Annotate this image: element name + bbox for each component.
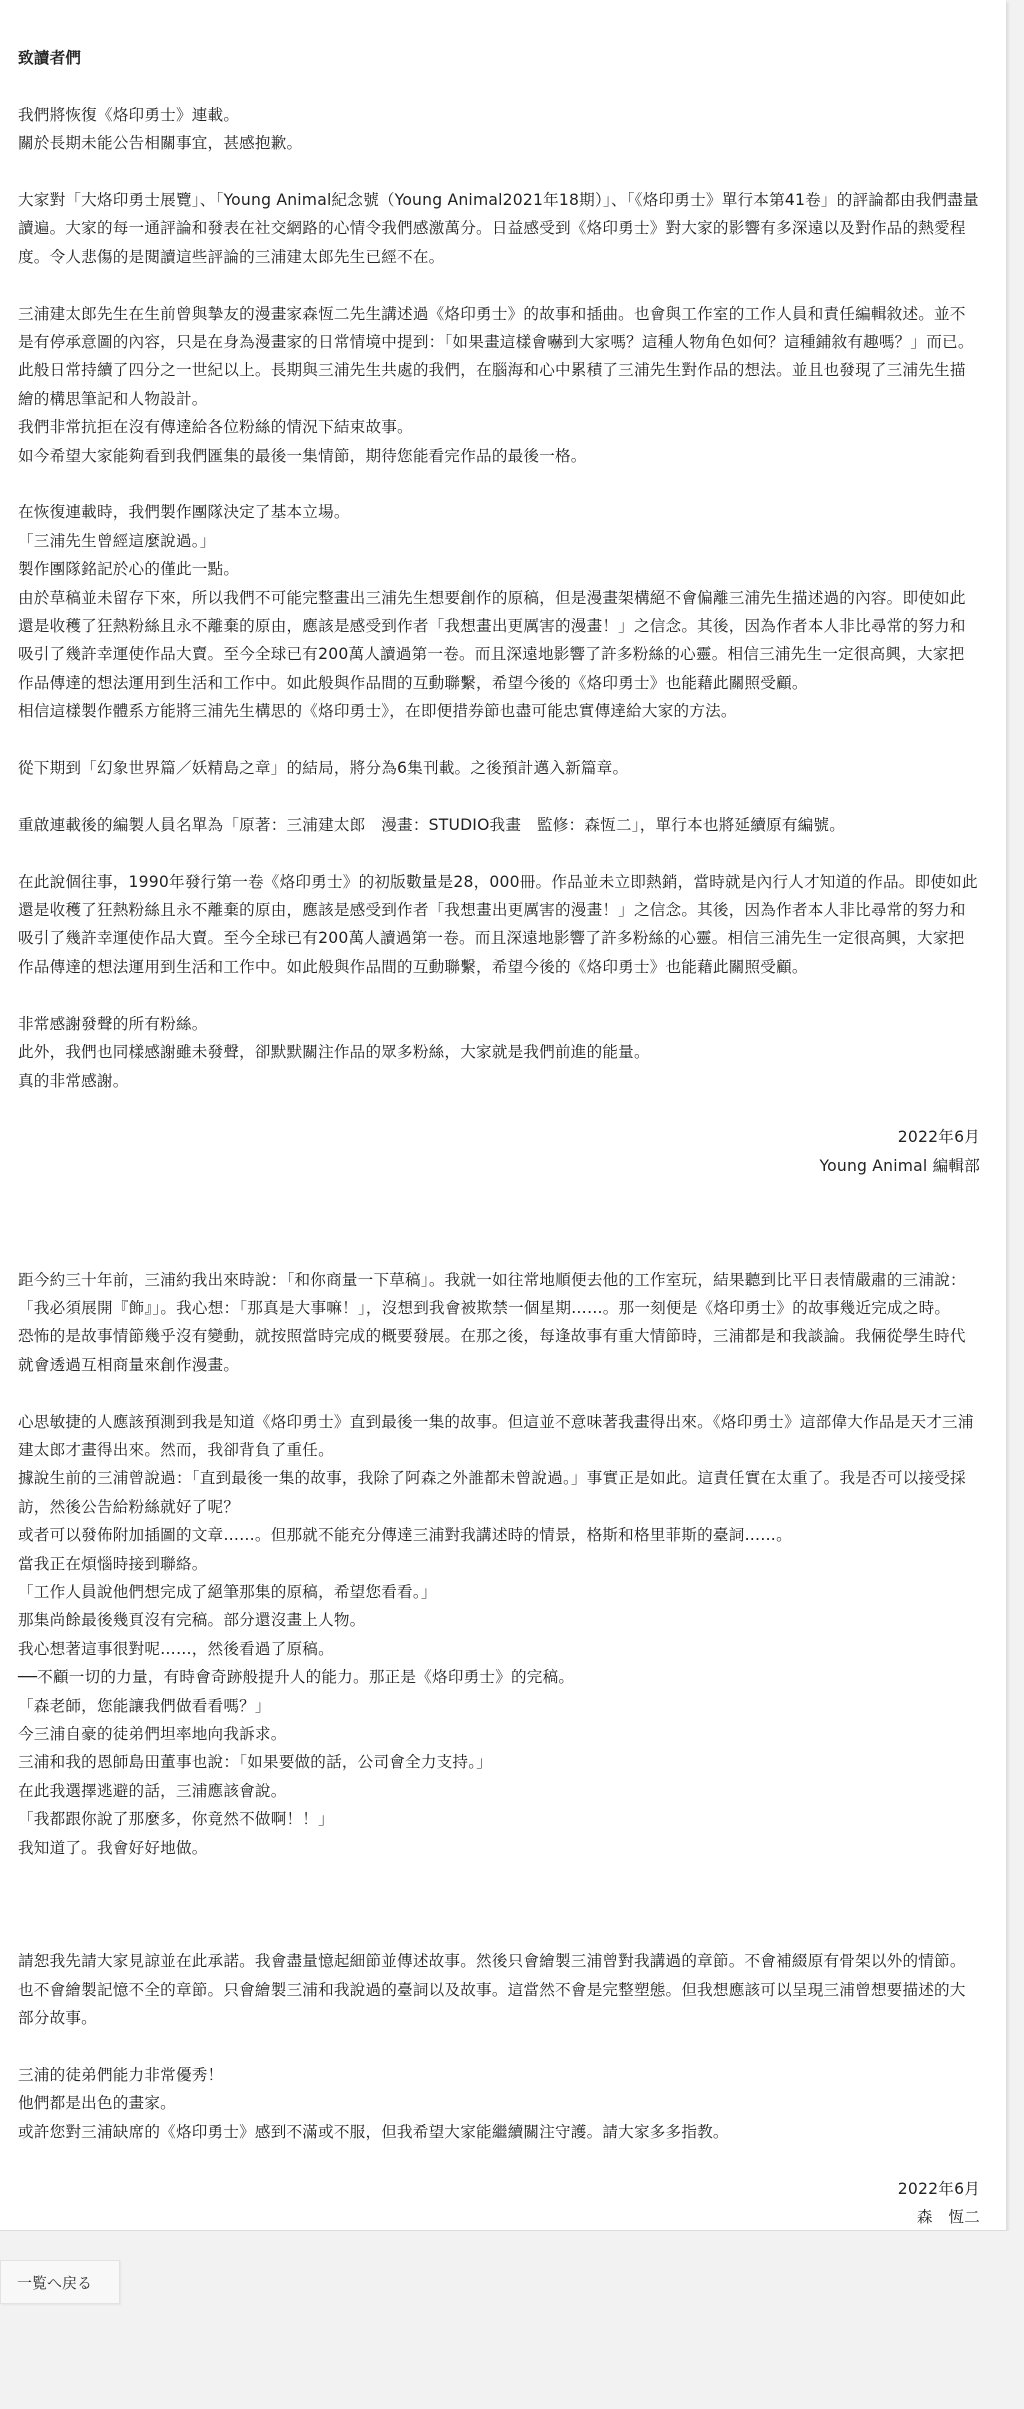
text-line: 此般日常持續了四分之一世紀以上。長期與三浦先生共處的我們，在腦海和心中累積了三浦先生對作品的想法。並且也發現了三浦先生描繪的構思筆記和人物設計。: [18, 361, 966, 408]
text-line: 相信這樣製作體系方能將三浦先生構思的《烙印勇士》，在即便措券節也盡可能忠實傳達給大家的方法。: [18, 702, 737, 721]
text-line: 三浦的徒弟們能力非常優秀！: [18, 2066, 224, 2085]
paragraph: [18, 1010, 980, 1095]
text-line: 「我都跟你說了那麼多，你竟然不做啊！！」: [18, 1810, 334, 1829]
text-line: 那集尚餘最後幾頁沒有完稿。部分還沒畫上人物。: [18, 1611, 366, 1630]
text-line: 關於長期未能公告相關事宜，甚感抱歉。: [18, 134, 303, 153]
text-line: 我們將恢復《烙印勇士》連載。: [18, 105, 240, 124]
text-line: 我們非常抗拒在沒有傳達給各位粉絲的情況下結束故事。: [18, 418, 413, 437]
text-line: 在此我選擇逃避的話，三浦應該會說。: [18, 1781, 287, 1800]
text-line: 他們都是出色的畫家。: [18, 2094, 176, 2113]
text-line: 如今希望大家能夠看到我們匯集的最後一集情節，期待您能看完作品的最後一格。: [18, 446, 587, 465]
text-line: 「三浦先生曾經這麼說過。」: [18, 531, 216, 550]
text-line: 當我正在煩惱時接到聯絡。: [18, 1554, 208, 1573]
paragraph: [18, 1266, 980, 1380]
footer-background: [0, 2231, 1024, 2241]
text-line: 我知道了。我會好好地做。: [18, 1838, 208, 1857]
text-line: 大家對「大烙印勇士展覽」、「Young Animal紀念號（Young Animal2021年18期）」、「《烙印勇士》單行本第41卷」的評論都由我們盡量讀遍。大家的每一通評論和發表在社交網路的心情令我們感激萬分。日益感受到《烙印勇士》對大家的影響有多深遠以及對作品的熱愛程度。令人悲傷的是閱讀這些評論的三浦建太郎先生已經不在。: [18, 191, 979, 266]
section-spacer: [18, 1890, 980, 1947]
text-line: 據說生前的三浦曾說過：「直到最後一集的故事，我除了阿森之外誰都未曾說過。」事實正是如此。這責任實在太重了。我是否可以接受採訪，然後公告給粉絲就好了呢？: [18, 1469, 966, 1516]
text-line: 製作團隊銘記於心的僅此一點。: [18, 560, 240, 579]
paragraph: [18, 754, 980, 782]
paragraph: [18, 101, 980, 158]
signature: [18, 1123, 980, 1180]
text-line: 或者可以發佈附加插圖的文章……。但那就不能充分傳達三浦對我講述時的情景，格斯和格里菲斯的臺詞……。: [18, 1526, 792, 1545]
text-line: 或許您對三浦缺席的《烙印勇士》感到不滿或不服，但我希望大家能繼續關注守護。請大家多多指教。: [18, 2122, 729, 2141]
text-line: 「森老師，您能讓我們做看看嗎？」: [18, 1696, 271, 1715]
text-line: 在恢復連載時，我們製作團隊決定了基本立場。: [18, 503, 350, 522]
text-line: 請恕我先請大家見諒並在此承諾。我會盡量憶起細節並傳述故事。然後只會繪製三浦曾對我講過的章節。不會補綴原有骨架以外的情節。也不會繪製記憶不全的章節。只會繪製三浦和我說過的臺詞以及故事。這當然不會是完整塑態。但我想應該可以呈現三浦曾想要描述的大部分故事。: [18, 1952, 966, 2028]
text-line: 從下期到「幻象世界篇／妖精島之章」的結局，將分為6集刊載。之後預計邁入新篇章。: [18, 759, 629, 778]
signature-date: 2022年6月: [897, 2179, 980, 2198]
paragraph: [18, 2061, 980, 2146]
text-line: 恐怖的是故事情節幾乎沒有變動，就按照當時完成的概要發展。在那之後，每逢故事有重大情節時，三浦都是和我談論。我倆從學生時代就會透過互相商量來創作漫畫。: [18, 1327, 966, 1374]
text-line: 三浦建太郎先生在生前曾與摯友的漫畫家森恆二先生講述過《烙印勇士》的故事和插曲。也會與工作室的工作人員和責任編輯敘述。並不是有停承意圖的內容，只是在身為漫畫家的日常情境中提到：「如果畫這樣會嚇到大家嗎？這種人物角色如何？這種鋪敘有趣嗎？」而已。: [18, 304, 974, 352]
paragraph: [18, 498, 980, 725]
paragraph: [18, 811, 980, 839]
text-line: 此外，我們也同樣感謝雖未發聲，卻默默關注作品的眾多粉絲，大家就是我們前進的能量。: [18, 1043, 650, 1062]
signature-date: 2022年6月: [897, 1128, 980, 1147]
article-heading: 致讀者們: [18, 49, 82, 67]
paragraph: [18, 1947, 980, 2032]
text-line: 由於草稿並未留存下來，所以我們不可能完整畫出三浦先生想要創作的原稿，但是漫畫架構絕不會偏離三浦先生描述過的內容。即使如此還是收穫了狂熱粉絲且永不離棄的原由，應該是感受到作者「我想畫出更厲害的漫畫！」之信念。其後，因為作者本人非比尋常的努力和吸引了幾許幸運使作品大賣。至今全球已有200萬人讀過第一卷。而且深遠地影響了許多粉絲的心靈。相信三浦先生一定很高興，大家把作品傳達的想法運用到生活和工作中。如此般與作品間的互動聯繫，希望今後的《烙印勇士》也能藉此關照受顧。: [18, 588, 966, 692]
text-line: 非常感謝發聲的所有粉絲。: [18, 1014, 208, 1033]
back-to-list-button[interactable]: 一覧へ戻る: [0, 2260, 120, 2304]
text-line: 今三浦自豪的徒弟們坦率地向我訴求。: [18, 1724, 287, 1743]
paragraph: [18, 1408, 980, 1863]
text-line: 在此說個往事，1990年發行第一卷《烙印勇士》的初版數量是28，000冊。作品並未立即熱銷，當時就是內行人才知道的作品。即使如此還是收穫了狂熱粉絲且永不離棄的原由，應該是感受到作者「我想畫出更厲害的漫畫！」之信念。其後，因為作者本人非比尋常的努力和吸引了幾許幸運使作品大賣。至今全球已有200萬人讀過第一卷。而且深遠地影響了許多粉絲的心靈。相信三浦先生一定很高興，大家把作品傳達的想法運用到生活和工作中。如此般與作品間的互動聯繫，希望今後的《烙印勇士》也能藉此關照受顧。: [18, 872, 978, 976]
article-body: [18, 44, 980, 2260]
text-line: 三浦和我的恩師島田董事也說：「如果要做的話，公司會全力支持。」: [18, 1753, 493, 1772]
text-line: 心思敏捷的人應該預測到我是知道《烙印勇士》直到最後一集的故事。但這並不意味著我畫得出來。《烙印勇士》這部偉大作品是天才三浦建太郎才畫得出來。然而，我卻背負了重任。: [18, 1412, 974, 1459]
signature-name: 森 恆二: [916, 2208, 980, 2227]
signature: [18, 2175, 980, 2232]
paragraph: [18, 300, 980, 470]
text-line: 「工作人員說他們想完成了絕筆那集的原稿，希望您看看。」: [18, 1582, 437, 1601]
text-line: ──不顧一切的力量，有時會奇跡般提升人的能力。那正是《烙印勇士》的完稿。: [18, 1668, 575, 1687]
text-line: 重啟連載後的編製人員名單為「原著：三浦建太郎 漫畫：STUDIO我畫 監修：森恆二」，單行本也將延續原有編號。: [18, 815, 846, 834]
text-line: 距今約三十年前，三浦約我出來時說：「和你商量一下草稿」。我就一如往常地順便去他的工作室玩，結果聽到比平日表情嚴肅的三浦說：「我必須展開『飾』」。我心想：「那真是大事嘛！」，沒想到我會被欺禁一個星期……。那一刻便是《烙印勇士》的故事幾近完成之時。: [18, 1270, 966, 1317]
text-line: 真的非常感謝。: [18, 1071, 129, 1090]
paragraph: [18, 868, 980, 982]
signature-name: Young Animal 編輯部: [819, 1156, 980, 1175]
section-spacer: [18, 1209, 980, 1266]
text-line: 我心想著這事很對呢……，然後看過了原稿。: [18, 1639, 334, 1658]
paragraph: [18, 186, 980, 271]
